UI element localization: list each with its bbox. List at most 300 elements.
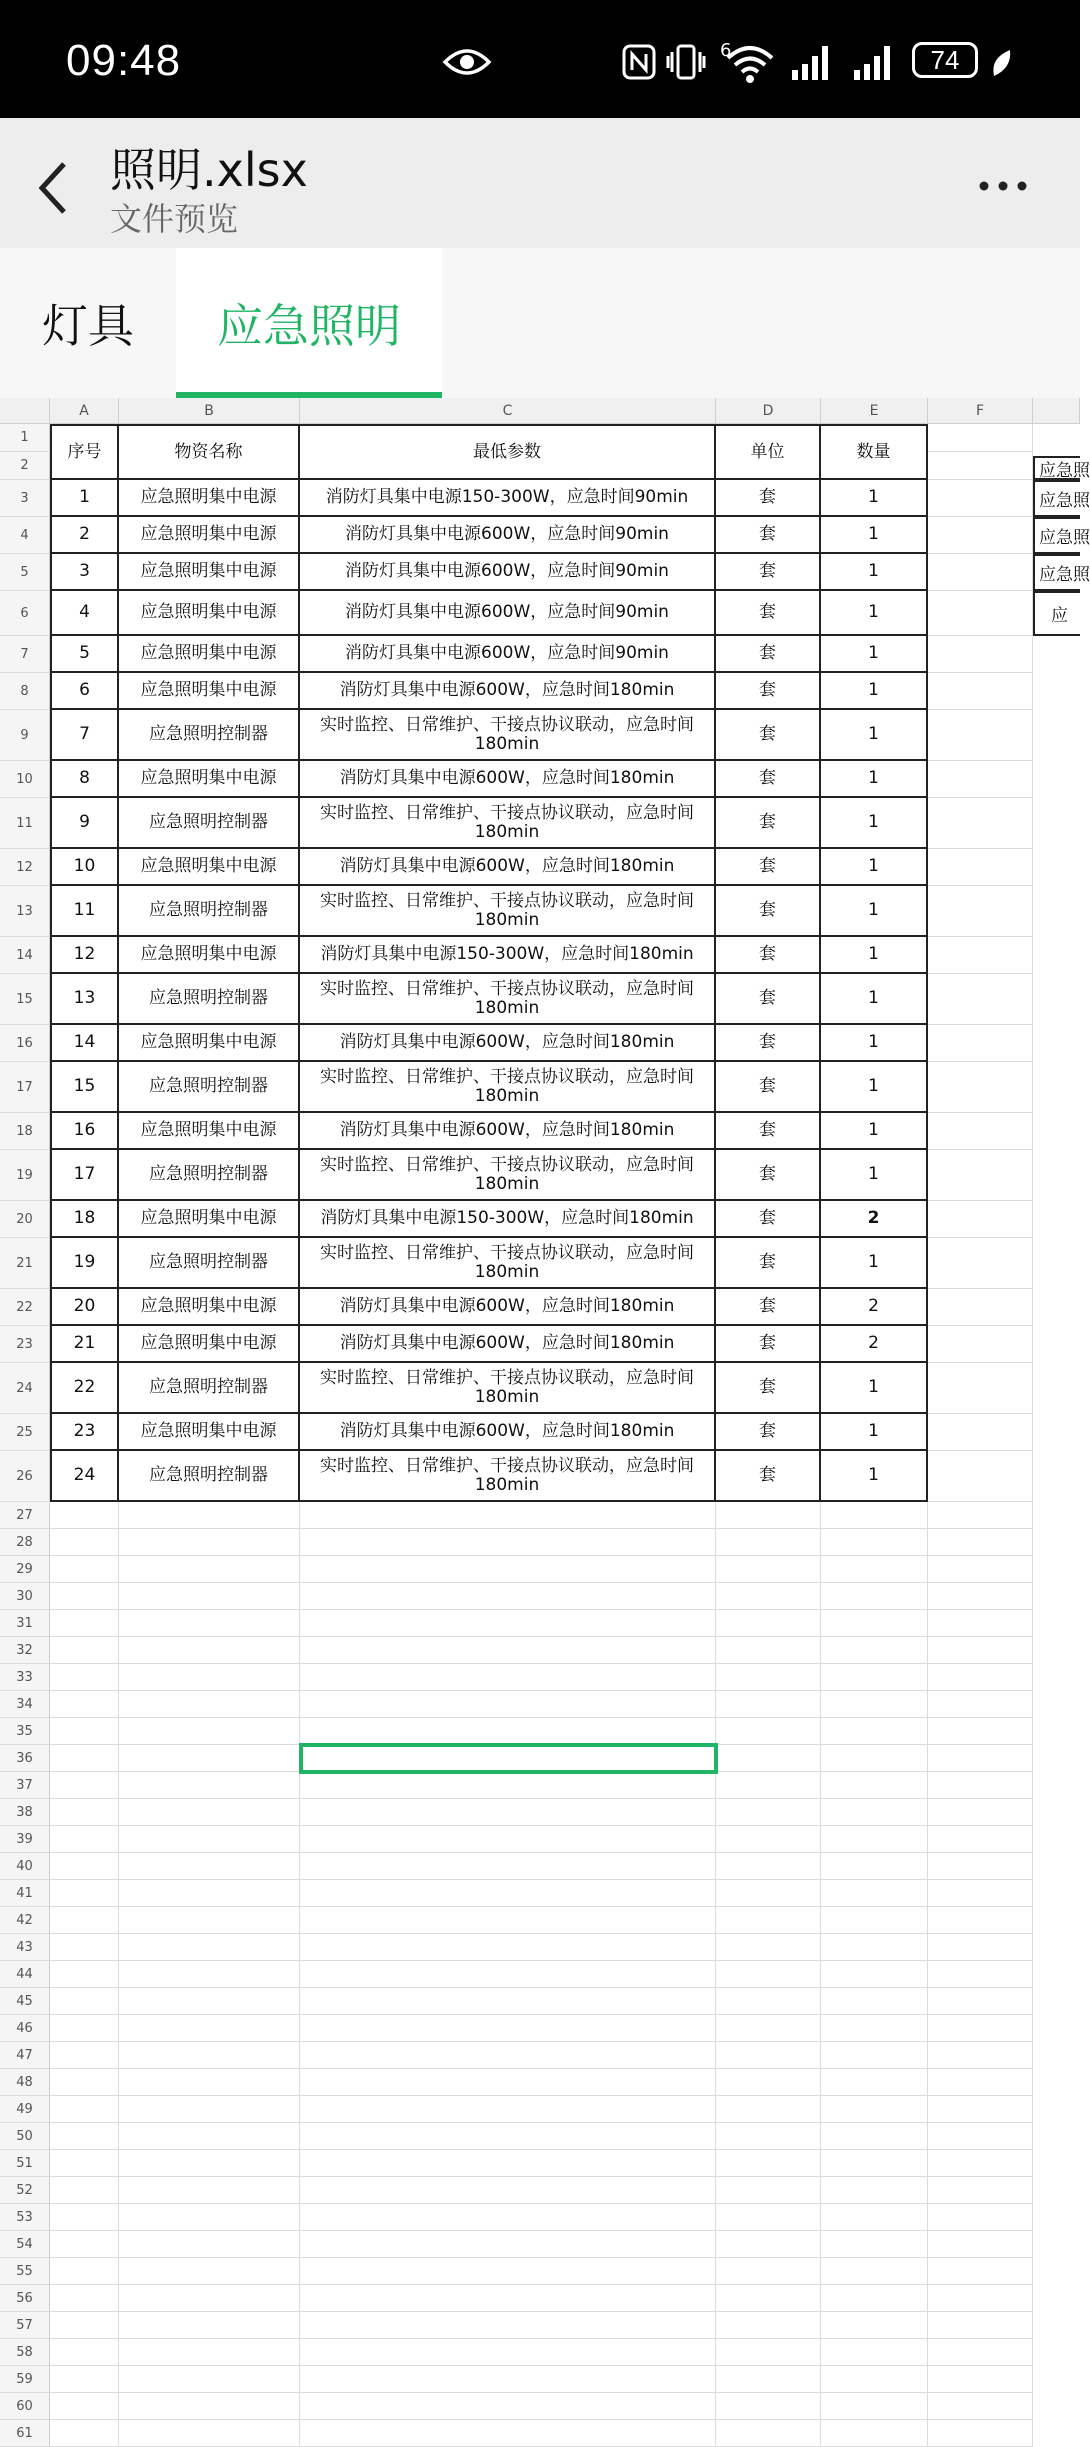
grid-cell[interactable]: [119, 1502, 300, 1529]
table-cell[interactable]: 1: [821, 974, 928, 1025]
grid-cell[interactable]: [716, 1583, 821, 1610]
table-cell[interactable]: 1: [821, 1414, 928, 1451]
grid-cell[interactable]: [50, 1961, 119, 1988]
table-cell[interactable]: 套: [716, 1025, 821, 1062]
grid-cell[interactable]: [821, 1718, 928, 1745]
table-cell[interactable]: 8: [50, 761, 119, 798]
table-cell[interactable]: 15: [50, 1062, 119, 1113]
grid-cell[interactable]: [821, 1907, 928, 1934]
grid-cell[interactable]: [928, 2204, 1033, 2231]
table-cell[interactable]: 1: [821, 1238, 928, 1289]
row-header[interactable]: 36: [0, 1745, 50, 1772]
table-cell[interactable]: 应急照明控制器: [119, 798, 300, 849]
grid-cell[interactable]: [821, 2339, 928, 2366]
grid-cell[interactable]: [928, 1853, 1033, 1880]
row-header[interactable]: 20: [0, 1201, 50, 1238]
grid-cell[interactable]: [716, 2366, 821, 2393]
column-header[interactable]: D: [716, 398, 821, 424]
grid-cell[interactable]: [928, 2123, 1033, 2150]
table-cell[interactable]: 21: [50, 1326, 119, 1363]
table-cell[interactable]: 1: [821, 1025, 928, 1062]
grid-cell[interactable]: [928, 886, 1033, 937]
row-header[interactable]: 8: [0, 673, 50, 710]
grid-cell[interactable]: [50, 1718, 119, 1745]
grid-cell[interactable]: [119, 1610, 300, 1637]
grid-cell[interactable]: [716, 2285, 821, 2312]
table-cell[interactable]: 14: [50, 1025, 119, 1062]
table-cell[interactable]: 套: [716, 974, 821, 1025]
table-cell[interactable]: 10: [50, 849, 119, 886]
grid-cell[interactable]: [300, 1772, 716, 1799]
table-cell[interactable]: 消防灯具集中电源600W，应急时间90min: [300, 591, 716, 636]
table-cell[interactable]: 应急照明集中电源: [119, 1289, 300, 1326]
row-header[interactable]: 13: [0, 886, 50, 937]
column-header[interactable]: E: [821, 398, 928, 424]
grid-cell[interactable]: [928, 1451, 1033, 1502]
table-cell[interactable]: 实时监控、日常维护、干接点协议联动，应急时间180min: [300, 886, 716, 937]
grid-cell[interactable]: [50, 2069, 119, 2096]
grid-cell[interactable]: [928, 452, 1033, 480]
table-cell[interactable]: 1: [821, 1113, 928, 1150]
table-cell[interactable]: 应急照明控制器: [119, 1238, 300, 1289]
table-cell[interactable]: 消防灯具集中电源600W，应急时间180min: [300, 1326, 716, 1363]
grid-cell[interactable]: [821, 1556, 928, 1583]
table-cell[interactable]: 实时监控、日常维护、干接点协议联动，应急时间180min: [300, 1451, 716, 1502]
row-header[interactable]: 26: [0, 1451, 50, 1502]
grid-cell[interactable]: [928, 1637, 1033, 1664]
grid-cell[interactable]: [119, 2285, 300, 2312]
row-header[interactable]: 41: [0, 1880, 50, 1907]
grid-cell[interactable]: [928, 1326, 1033, 1363]
grid-cell[interactable]: [50, 2096, 119, 2123]
table-cell[interactable]: 套: [716, 517, 821, 554]
row-header[interactable]: 3: [0, 480, 50, 517]
table-cell[interactable]: 1: [821, 886, 928, 937]
grid-cell[interactable]: [928, 2258, 1033, 2285]
grid-cell[interactable]: [119, 1718, 300, 1745]
grid-cell[interactable]: [50, 1772, 119, 1799]
grid-cell[interactable]: [928, 1691, 1033, 1718]
table-cell[interactable]: 套: [716, 1238, 821, 1289]
grid-cell[interactable]: [50, 1745, 119, 1772]
grid-cell[interactable]: [716, 2096, 821, 2123]
grid-cell[interactable]: [821, 1988, 928, 2015]
grid-cell[interactable]: [300, 1691, 716, 1718]
grid-cell[interactable]: [716, 1799, 821, 1826]
table-cell[interactable]: 消防灯具集中电源600W，应急时间180min: [300, 849, 716, 886]
table-cell[interactable]: 应急照明集中电源: [119, 1025, 300, 1062]
grid-cell[interactable]: [119, 2393, 300, 2420]
row-header[interactable]: 4: [0, 517, 50, 554]
table-cell[interactable]: 实时监控、日常维护、干接点协议联动，应急时间180min: [300, 1150, 716, 1201]
grid-cell[interactable]: [300, 1556, 716, 1583]
table-cell[interactable]: 应急照明集中电源: [119, 673, 300, 710]
grid-cell[interactable]: [821, 1799, 928, 1826]
table-cell[interactable]: 1: [821, 673, 928, 710]
grid-cell[interactable]: [119, 1907, 300, 1934]
table-cell[interactable]: 套: [716, 636, 821, 673]
row-header[interactable]: 56: [0, 2285, 50, 2312]
grid-cell[interactable]: [300, 1637, 716, 1664]
table-cell[interactable]: 套: [716, 673, 821, 710]
table-cell[interactable]: 应急照明控制器: [119, 1062, 300, 1113]
table-cell[interactable]: 应急照明集中电源: [119, 849, 300, 886]
table-cell[interactable]: 16: [50, 1113, 119, 1150]
grid-cell[interactable]: [716, 2123, 821, 2150]
grid-cell[interactable]: [716, 1826, 821, 1853]
grid-cell[interactable]: [928, 2231, 1033, 2258]
table-cell[interactable]: 应急照明控制器: [119, 886, 300, 937]
row-header[interactable]: 53: [0, 2204, 50, 2231]
row-header[interactable]: 51: [0, 2150, 50, 2177]
side-cell[interactable]: 应急照: [1033, 554, 1080, 591]
row-header[interactable]: 59: [0, 2366, 50, 2393]
grid-cell[interactable]: [821, 1853, 928, 1880]
table-cell[interactable]: 7: [50, 710, 119, 761]
table-cell[interactable]: 5: [50, 636, 119, 673]
row-header[interactable]: 57: [0, 2312, 50, 2339]
table-cell[interactable]: 1: [821, 849, 928, 886]
table-cell[interactable]: 应急照明集中电源: [119, 591, 300, 636]
grid-cell[interactable]: [821, 2420, 928, 2447]
grid-cell[interactable]: [50, 1826, 119, 1853]
grid-cell[interactable]: [821, 2069, 928, 2096]
table-header-cell[interactable]: 序号: [50, 424, 119, 480]
grid-cell[interactable]: [50, 1556, 119, 1583]
table-cell[interactable]: 19: [50, 1238, 119, 1289]
grid-cell[interactable]: [928, 1826, 1033, 1853]
more-options-icon[interactable]: [978, 180, 1028, 192]
grid-cell[interactable]: [928, 1664, 1033, 1691]
row-header[interactable]: 30: [0, 1583, 50, 1610]
row-header[interactable]: 55: [0, 2258, 50, 2285]
grid-cell[interactable]: [50, 2042, 119, 2069]
table-header-cell[interactable]: 最低参数: [300, 424, 716, 480]
table-cell[interactable]: 套: [716, 1113, 821, 1150]
row-header[interactable]: 34: [0, 1691, 50, 1718]
column-header[interactable]: C: [300, 398, 716, 424]
table-cell[interactable]: 22: [50, 1363, 119, 1414]
grid-cell[interactable]: [821, 2231, 928, 2258]
row-header[interactable]: 60: [0, 2393, 50, 2420]
row-header[interactable]: 43: [0, 1934, 50, 1961]
grid-cell[interactable]: [928, 2177, 1033, 2204]
grid-cell[interactable]: [928, 1583, 1033, 1610]
grid-cell[interactable]: [300, 2042, 716, 2069]
table-cell[interactable]: 消防灯具集中电源600W，应急时间90min: [300, 517, 716, 554]
grid-cell[interactable]: [716, 2069, 821, 2096]
row-header[interactable]: 45: [0, 1988, 50, 2015]
grid-cell[interactable]: [716, 2393, 821, 2420]
row-header[interactable]: 33: [0, 1664, 50, 1691]
row-header[interactable]: 37: [0, 1772, 50, 1799]
table-cell[interactable]: 套: [716, 849, 821, 886]
table-cell[interactable]: 应急照明集中电源: [119, 761, 300, 798]
grid-cell[interactable]: [119, 2042, 300, 2069]
grid-cell[interactable]: [928, 2096, 1033, 2123]
table-cell[interactable]: 套: [716, 1414, 821, 1451]
grid-cell[interactable]: [300, 2204, 716, 2231]
column-header[interactable]: A: [50, 398, 119, 424]
grid-cell[interactable]: [928, 424, 1033, 452]
table-cell[interactable]: 6: [50, 673, 119, 710]
row-header[interactable]: 19: [0, 1150, 50, 1201]
grid-cell[interactable]: [821, 2312, 928, 2339]
grid-cell[interactable]: [50, 1610, 119, 1637]
grid-cell[interactable]: [928, 1238, 1033, 1289]
table-cell[interactable]: 3: [50, 554, 119, 591]
row-header[interactable]: 22: [0, 1289, 50, 1326]
row-header[interactable]: 28: [0, 1529, 50, 1556]
grid-cell[interactable]: [928, 1062, 1033, 1113]
row-header[interactable]: 1: [0, 424, 50, 452]
grid-cell[interactable]: [716, 1961, 821, 1988]
grid-cell[interactable]: [716, 2420, 821, 2447]
table-cell[interactable]: 18: [50, 1201, 119, 1238]
grid-cell[interactable]: [119, 2150, 300, 2177]
grid-cell[interactable]: [300, 2015, 716, 2042]
grid-cell[interactable]: [821, 1745, 928, 1772]
tab-fixtures[interactable]: [0, 248, 176, 398]
grid-cell[interactable]: [821, 1934, 928, 1961]
grid-cell[interactable]: [821, 2150, 928, 2177]
grid-cell[interactable]: [300, 1934, 716, 1961]
grid-cell[interactable]: [300, 2096, 716, 2123]
grid-cell[interactable]: [119, 1556, 300, 1583]
grid-cell[interactable]: [119, 2015, 300, 2042]
grid-cell[interactable]: [119, 1988, 300, 2015]
table-cell[interactable]: 实时监控、日常维护、干接点协议联动，应急时间180min: [300, 1062, 716, 1113]
grid-cell[interactable]: [119, 2123, 300, 2150]
grid-cell[interactable]: [716, 2150, 821, 2177]
table-cell[interactable]: 应急照明集中电源: [119, 1201, 300, 1238]
grid-cell[interactable]: [821, 1502, 928, 1529]
grid-cell[interactable]: [928, 1289, 1033, 1326]
grid-cell[interactable]: [50, 1529, 119, 1556]
grid-cell[interactable]: [928, 1025, 1033, 1062]
table-header-cell[interactable]: 数量: [821, 424, 928, 480]
table-cell[interactable]: 消防灯具集中电源600W，应急时间180min: [300, 673, 716, 710]
table-cell[interactable]: 2: [50, 517, 119, 554]
table-cell[interactable]: 应急照明集中电源: [119, 1113, 300, 1150]
grid-cell[interactable]: [928, 1150, 1033, 1201]
grid-cell[interactable]: [50, 1907, 119, 1934]
row-header[interactable]: 21: [0, 1238, 50, 1289]
grid-cell[interactable]: [300, 2312, 716, 2339]
grid-cell[interactable]: [928, 1988, 1033, 2015]
grid-cell[interactable]: [928, 974, 1033, 1025]
side-cell[interactable]: 应急照: [1033, 517, 1080, 554]
grid-cell[interactable]: [300, 2258, 716, 2285]
grid-cell[interactable]: [928, 517, 1033, 554]
table-cell[interactable]: 套: [716, 591, 821, 636]
table-cell[interactable]: 应急照明控制器: [119, 974, 300, 1025]
grid-cell[interactable]: [50, 2393, 119, 2420]
grid-cell[interactable]: [300, 1718, 716, 1745]
table-cell[interactable]: 应急照明控制器: [119, 1150, 300, 1201]
grid-cell[interactable]: [821, 1583, 928, 1610]
grid-cell[interactable]: [50, 2420, 119, 2447]
grid-cell[interactable]: [928, 2015, 1033, 2042]
grid-cell[interactable]: [119, 1691, 300, 1718]
table-cell[interactable]: 1: [821, 554, 928, 591]
back-icon[interactable]: [34, 158, 78, 218]
table-cell[interactable]: 消防灯具集中电源600W，应急时间180min: [300, 1414, 716, 1451]
grid-cell[interactable]: [716, 2312, 821, 2339]
grid-cell[interactable]: [300, 2420, 716, 2447]
table-cell[interactable]: 实时监控、日常维护、干接点协议联动，应急时间180min: [300, 1238, 716, 1289]
grid-cell[interactable]: [50, 2312, 119, 2339]
grid-cell[interactable]: [300, 2150, 716, 2177]
grid-cell[interactable]: [928, 1934, 1033, 1961]
grid-cell[interactable]: [928, 1363, 1033, 1414]
grid-cell[interactable]: [928, 1880, 1033, 1907]
row-header[interactable]: 47: [0, 2042, 50, 2069]
table-cell[interactable]: 1: [821, 1150, 928, 1201]
grid-cell[interactable]: [300, 1826, 716, 1853]
grid-cell[interactable]: [300, 1853, 716, 1880]
grid-cell[interactable]: [821, 1772, 928, 1799]
grid-cell[interactable]: [928, 710, 1033, 761]
grid-cell[interactable]: [50, 2339, 119, 2366]
table-cell[interactable]: 消防灯具集中电源150-300W，应急时间180min: [300, 937, 716, 974]
row-header[interactable]: 9: [0, 710, 50, 761]
tab-emergency-lighting[interactable]: [176, 248, 442, 398]
table-cell[interactable]: 套: [716, 1150, 821, 1201]
table-cell[interactable]: 套: [716, 937, 821, 974]
grid-cell[interactable]: [716, 1664, 821, 1691]
table-cell[interactable]: 消防灯具集中电源150-300W，应急时间90min: [300, 480, 716, 517]
grid-cell[interactable]: [119, 2258, 300, 2285]
grid-cell[interactable]: [716, 1556, 821, 1583]
grid-cell[interactable]: [716, 1934, 821, 1961]
table-cell[interactable]: 1: [821, 591, 928, 636]
grid-cell[interactable]: [928, 2366, 1033, 2393]
grid-cell[interactable]: [119, 1637, 300, 1664]
row-header[interactable]: 6: [0, 591, 50, 636]
table-cell[interactable]: 1: [821, 636, 928, 673]
table-cell[interactable]: 消防灯具集中电源150-300W，应急时间180min: [300, 1201, 716, 1238]
grid-cell[interactable]: [119, 2096, 300, 2123]
table-cell[interactable]: 12: [50, 937, 119, 974]
row-header[interactable]: 42: [0, 1907, 50, 1934]
table-cell[interactable]: 套: [716, 1289, 821, 1326]
row-header[interactable]: 10: [0, 761, 50, 798]
grid-cell[interactable]: [821, 2177, 928, 2204]
grid-cell[interactable]: [928, 1718, 1033, 1745]
table-cell[interactable]: 消防灯具集中电源600W，应急时间90min: [300, 636, 716, 673]
table-cell[interactable]: 套: [716, 710, 821, 761]
table-cell[interactable]: 消防灯具集中电源600W，应急时间180min: [300, 1113, 716, 1150]
grid-cell[interactable]: [928, 1201, 1033, 1238]
table-cell[interactable]: 2: [821, 1289, 928, 1326]
grid-cell[interactable]: [928, 2312, 1033, 2339]
grid-cell[interactable]: [50, 2258, 119, 2285]
side-cell[interactable]: 应急照: [1033, 480, 1080, 517]
grid-cell[interactable]: [119, 2177, 300, 2204]
grid-cell[interactable]: [119, 2312, 300, 2339]
table-cell[interactable]: 实时监控、日常维护、干接点协议联动，应急时间180min: [300, 1363, 716, 1414]
grid-cell[interactable]: [50, 1853, 119, 1880]
row-header[interactable]: 52: [0, 2177, 50, 2204]
grid-cell[interactable]: [119, 2231, 300, 2258]
table-cell[interactable]: 实时监控、日常维护、干接点协议联动，应急时间180min: [300, 798, 716, 849]
grid-cell[interactable]: [50, 1880, 119, 1907]
table-cell[interactable]: 应急照明集中电源: [119, 937, 300, 974]
grid-cell[interactable]: [119, 1529, 300, 1556]
grid-cell[interactable]: [928, 798, 1033, 849]
grid-cell[interactable]: [300, 1502, 716, 1529]
grid-cell[interactable]: [50, 2231, 119, 2258]
row-header[interactable]: 31: [0, 1610, 50, 1637]
table-cell[interactable]: 1: [821, 937, 928, 974]
table-cell[interactable]: 1: [821, 517, 928, 554]
grid-cell[interactable]: [119, 1961, 300, 1988]
grid-cell[interactable]: [928, 1556, 1033, 1583]
table-cell[interactable]: 消防灯具集中电源600W，应急时间180min: [300, 761, 716, 798]
table-cell[interactable]: 4: [50, 591, 119, 636]
grid-cell[interactable]: [821, 1826, 928, 1853]
grid-cell[interactable]: [50, 1583, 119, 1610]
table-cell[interactable]: 套: [716, 480, 821, 517]
grid-cell[interactable]: [716, 2042, 821, 2069]
row-header[interactable]: 16: [0, 1025, 50, 1062]
grid-cell[interactable]: [928, 937, 1033, 974]
grid-cell[interactable]: [928, 1502, 1033, 1529]
grid-cell[interactable]: [300, 1664, 716, 1691]
table-cell[interactable]: 1: [821, 1363, 928, 1414]
grid-cell[interactable]: [716, 1529, 821, 1556]
grid-cell[interactable]: [50, 1502, 119, 1529]
grid-cell[interactable]: [50, 2150, 119, 2177]
table-cell[interactable]: 应急照明控制器: [119, 710, 300, 761]
table-cell[interactable]: 消防灯具集中电源600W，应急时间90min: [300, 554, 716, 591]
table-cell[interactable]: 套: [716, 886, 821, 937]
grid-cell[interactable]: [716, 1772, 821, 1799]
table-cell[interactable]: 套: [716, 1201, 821, 1238]
grid-cell[interactable]: [50, 1934, 119, 1961]
grid-cell[interactable]: [716, 1745, 821, 1772]
grid-cell[interactable]: [928, 2150, 1033, 2177]
side-cell[interactable]: 应急照: [1033, 456, 1080, 480]
grid-cell[interactable]: [821, 1691, 928, 1718]
table-cell[interactable]: 实时监控、日常维护、干接点协议联动，应急时间180min: [300, 710, 716, 761]
row-header[interactable]: 40: [0, 1853, 50, 1880]
grid-cell[interactable]: [300, 2177, 716, 2204]
grid-cell[interactable]: [821, 2096, 928, 2123]
table-cell[interactable]: 应急照明集中电源: [119, 554, 300, 591]
grid-cell[interactable]: [300, 2366, 716, 2393]
table-cell[interactable]: 11: [50, 886, 119, 937]
grid-cell[interactable]: [928, 636, 1033, 673]
grid-cell[interactable]: [928, 1610, 1033, 1637]
row-header[interactable]: 18: [0, 1113, 50, 1150]
grid-cell[interactable]: [928, 2042, 1033, 2069]
grid-cell[interactable]: [119, 1880, 300, 1907]
grid-cell[interactable]: [716, 1637, 821, 1664]
row-header[interactable]: 39: [0, 1826, 50, 1853]
table-cell[interactable]: 23: [50, 1414, 119, 1451]
grid-cell[interactable]: [928, 1113, 1033, 1150]
table-cell[interactable]: 13: [50, 974, 119, 1025]
grid-cell[interactable]: [716, 2015, 821, 2042]
grid-cell[interactable]: [716, 1853, 821, 1880]
grid-cell[interactable]: [928, 1907, 1033, 1934]
table-cell[interactable]: 应急照明集中电源: [119, 636, 300, 673]
table-cell[interactable]: 1: [821, 480, 928, 517]
row-header[interactable]: 46: [0, 2015, 50, 2042]
row-header[interactable]: 15: [0, 974, 50, 1025]
